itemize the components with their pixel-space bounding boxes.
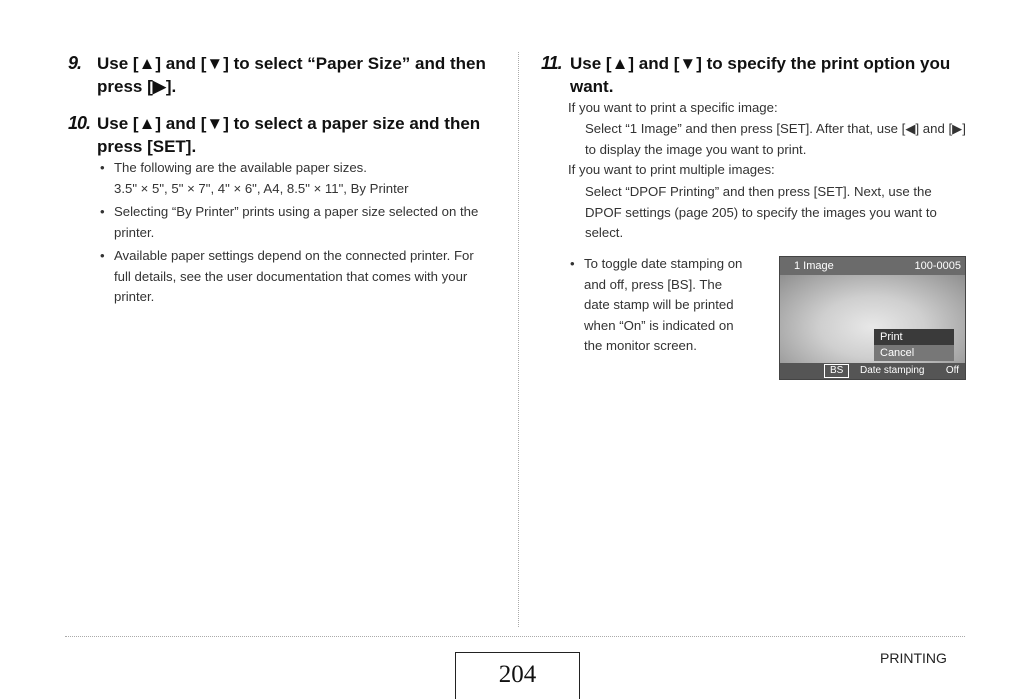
step-9	[68, 52, 518, 98]
page-number: 204	[455, 652, 580, 699]
step-11	[541, 52, 981, 98]
step-number: 11.	[541, 53, 562, 73]
list-item: • Selecting “By Printer” prints using a paper size selected on the printer.	[100, 204, 479, 240]
list-item: • The following are the available paper sizes. 3.5" × 5", 5" × 7", 4" × 6", A4, 8.5" × 11", By Printer	[100, 160, 409, 196]
bs-button-label: BS	[824, 364, 849, 378]
footer-rule	[65, 636, 965, 637]
date-stamping-value: Off	[945, 365, 959, 376]
list-item: • To toggle date stamping on and off, press [BS]. The date stamp will be printed when “On” is indicated on the monitor screen.	[570, 256, 743, 353]
menu-item-cancel: Cancel	[874, 345, 954, 361]
screen-header	[780, 257, 965, 275]
paper-sizes: 3.5" × 5", 5" × 7", 4" × 6", A4, 8.5" × 11", By Printer	[114, 180, 409, 196]
step-text: Use [▲] and [▼] to select a paper size and then press [SET].	[97, 114, 481, 156]
step-number: 9.	[68, 53, 82, 73]
step-text: Use [▲] and [▼] to specify the print option you want.	[570, 54, 951, 96]
note-text: To toggle date stamping on and off, press [BS]. The date stamp will be printed when “On” is indicated on the monitor screen.	[584, 256, 743, 353]
camera-monitor-screen	[779, 256, 966, 380]
specific-image-heading: If you want to print a specific image:	[568, 100, 778, 115]
step-text: Use [▲] and [▼] to select “Paper Size” and then press [▶].	[97, 54, 486, 96]
print-mode-label: 1 Image	[794, 260, 834, 272]
screen-footer	[780, 363, 965, 379]
note-text: The following are the available paper sizes.	[114, 160, 367, 175]
print-menu	[874, 329, 954, 361]
multiple-images-heading: If you want to print multiple images:	[568, 162, 775, 177]
date-stamp-note	[568, 254, 748, 360]
menu-item-print: Print	[874, 329, 954, 345]
note-text: Selecting “By Printer” prints using a paper size selected on the printer.	[114, 204, 479, 240]
section-title: PRINTING	[880, 650, 947, 666]
paper-size-notes	[98, 158, 488, 311]
file-number: 100-0005	[914, 260, 961, 272]
list-item: • Available paper settings depend on the connected printer. For full details, see the user documentation that comes with your printer.	[100, 248, 474, 304]
column-divider	[518, 52, 519, 627]
date-stamping-label: Date stamping	[860, 365, 925, 376]
note-text: Available paper settings depend on the connected printer. For full details, see the user documentation that comes with your printer.	[114, 248, 474, 304]
multiple-images-detail: Select “DPOF Printing” and then press [SET]. Next, use the DPOF settings (page 205) to specify the images you want to select.	[585, 184, 937, 240]
step-10	[68, 112, 518, 158]
step-number: 10.	[68, 113, 91, 133]
specific-image-detail: Select “1 Image” and then press [SET]. After that, use [◀] and [▶] to display the image you want to print.	[585, 121, 966, 157]
